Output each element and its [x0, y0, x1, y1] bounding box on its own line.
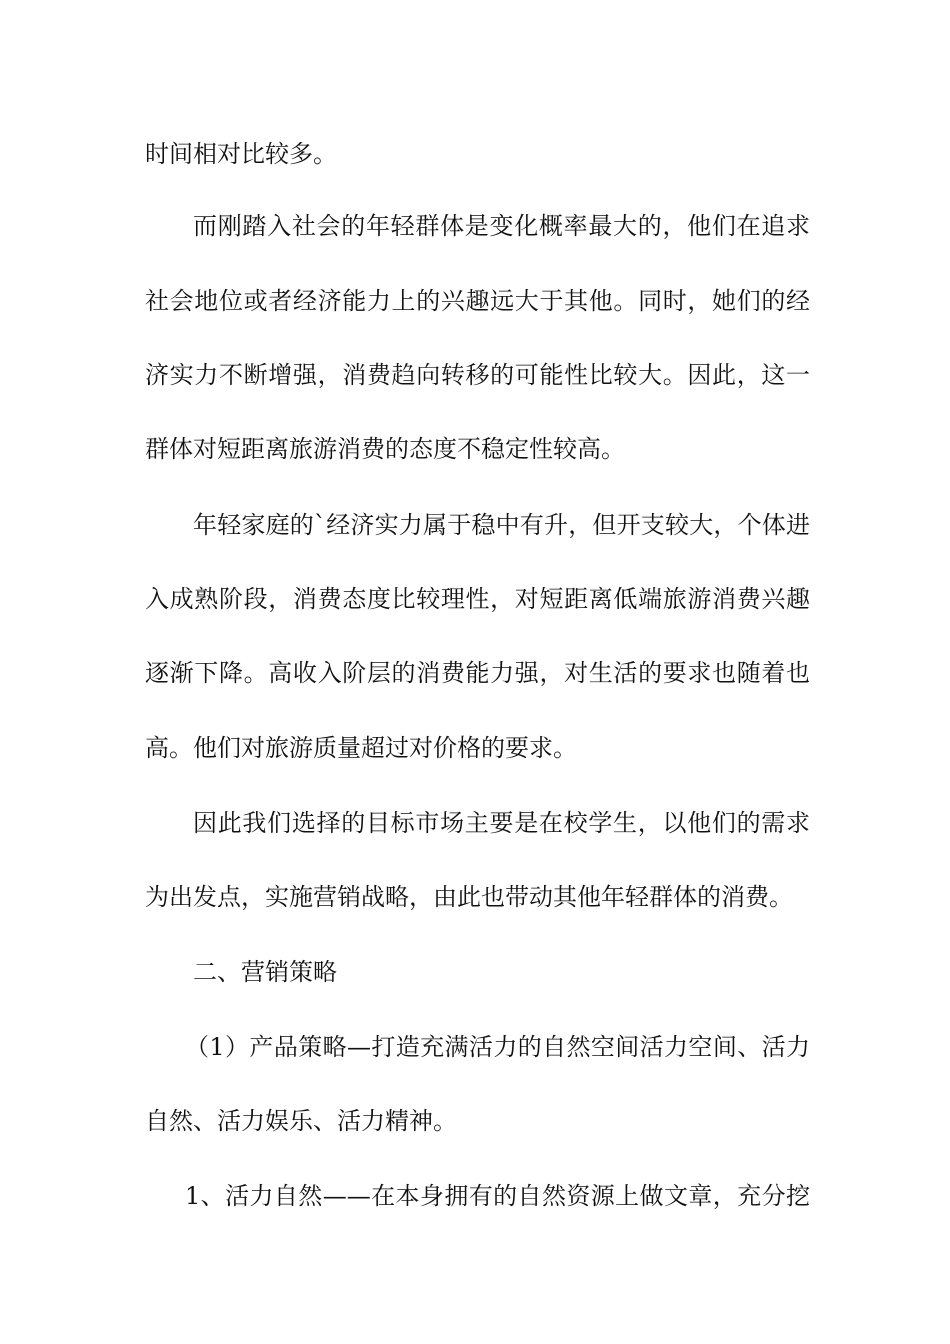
- paragraph-line: 1、活力自然——在本身拥有的自然资源上做文章，充分挖: [185, 1182, 810, 1210]
- paragraph-line: 社会地位或者经济能力上的兴趣远大于其他。同时，她们的经: [145, 287, 810, 315]
- paragraph-line: 时间相对比较多。: [145, 140, 337, 168]
- paragraph-line: 入成熟阶段，消费态度比较理性，对短距离低端旅游消费兴趣: [145, 585, 810, 613]
- paragraph-line: 逐渐下降。高收入阶层的消费能力强，对生活的要求也随着也: [145, 659, 810, 687]
- paragraph-line: 年轻家庭的`经济实力属于稳中有升，但开支较大，个体进: [193, 511, 810, 539]
- section-heading: 二、营销策略: [193, 958, 337, 986]
- paragraph-line: （1）产品策略—打造充满活力的自然空间活力空间、活力: [185, 1033, 810, 1061]
- paragraph-line: 而刚踏入社会的年轻群体是变化概率最大的，他们在追求: [193, 212, 810, 240]
- paragraph-line: 济实力不断增强，消费趋向转移的可能性比较大。因此，这一: [145, 361, 810, 389]
- paragraph-line: 为出发点，实施营销战略，由此也带动其他年轻群体的消费。: [145, 883, 793, 911]
- paragraph-line: 高。他们对旅游质量超过对价格的要求。: [145, 734, 577, 762]
- paragraph-line: 因此我们选择的目标市场主要是在校学生，以他们的需求: [193, 809, 810, 837]
- paragraph-line: 群体对短距离旅游消费的态度不稳定性较高。: [145, 435, 625, 463]
- paragraph-line: 自然、活力娱乐、活力精神。: [145, 1107, 457, 1135]
